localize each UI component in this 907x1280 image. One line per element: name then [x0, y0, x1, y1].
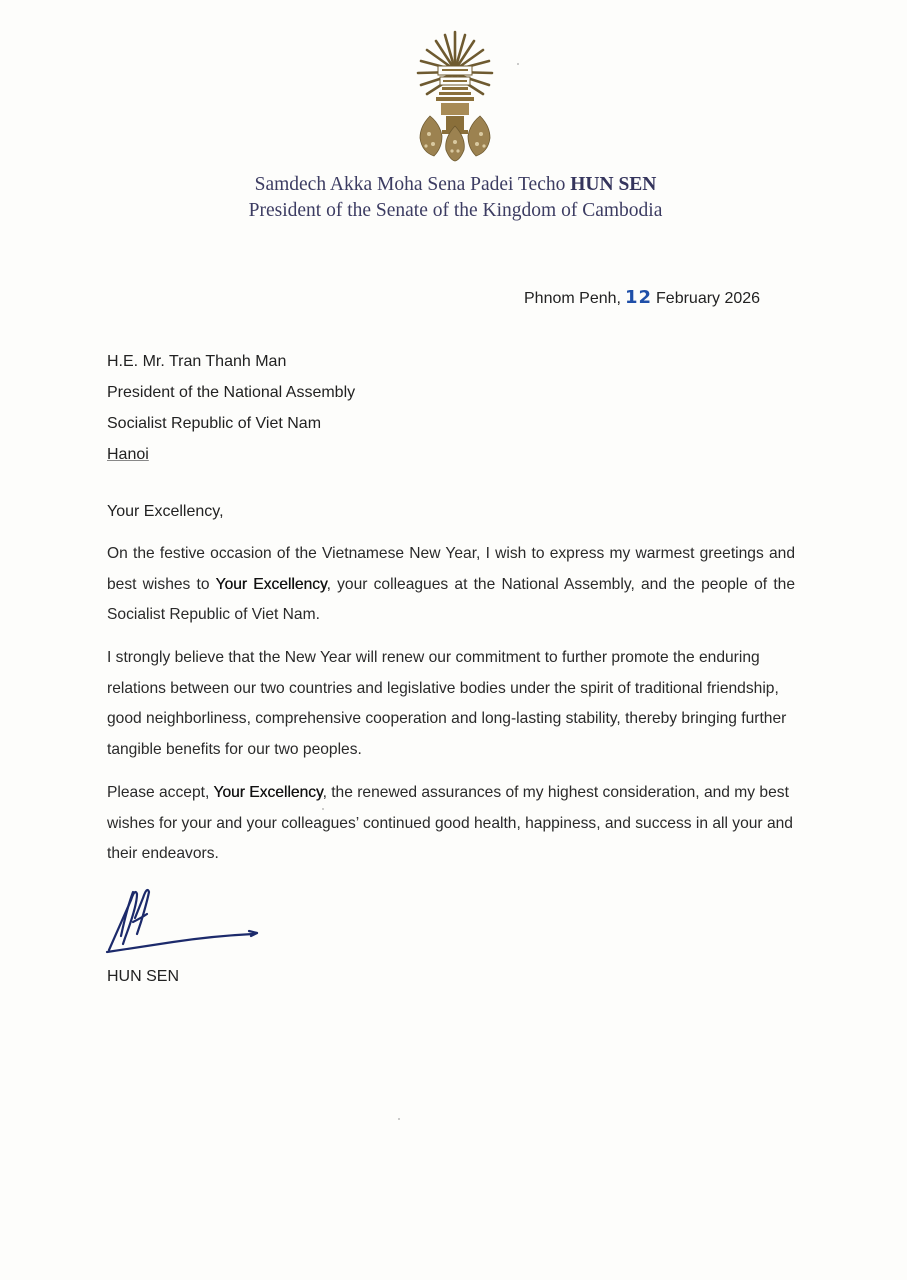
date-line	[524, 287, 760, 308]
scan-speck	[517, 63, 519, 65]
letterhead-name: HUN SEN	[570, 174, 657, 195]
paragraph-1-text-a: On the festive occasion of the Vietnamese New Year, I wish to express my warmest greetings and best wishes to	[107, 545, 795, 593]
recipient-name: H.E. Mr. Tran Thanh Man	[107, 353, 287, 370]
scan-speck	[398, 1118, 400, 1120]
paragraph-1-text-b: , your colleagues at the National Assembly, and the people of the Socialist Republic of Viet Nam.	[107, 575, 796, 623]
handwritten-signature-icon	[103, 878, 263, 958]
recipient-country: Socialist Republic of Viet Nam	[107, 415, 322, 432]
paragraph-2: I strongly believe that the New Year will renew our commitment to further promote the enduring relations between our two countries and legislative bodies under the spirit of traditional friendship, good neighborliness, comprehensive cooperation and long-lasting stability, thereby bringing further tangible benefits for our two peoples.	[107, 649, 787, 758]
date-month-year: February 2026	[656, 290, 761, 307]
recipient-title: President of the National Assembly	[107, 384, 356, 401]
letterhead-title: President of the Senate of the Kingdom of Cambodia	[248, 200, 663, 221]
salutation: Your Excellency,	[107, 503, 224, 520]
date-place: Phnom Penh,	[524, 290, 621, 307]
letterhead-honorific: Samdech Akka Moha Sena Padei Techo	[254, 174, 566, 195]
recipient-city: Hanoi	[107, 446, 149, 463]
paragraph-1-emphasis: Your Excellency	[215, 575, 327, 593]
paragraph-3-text-a: Please accept,	[107, 784, 214, 801]
letterhead	[0, 172, 907, 224]
paragraph-3-text-b: , the renewed assurances of my highest consideration, and my best wishes for your and your colleagues’ continued good health, happiness, and success in all your and their endeavors.	[107, 784, 793, 862]
scan-speck	[322, 808, 324, 810]
recipient-address	[107, 346, 355, 470]
letterhead-line-1	[0, 172, 907, 198]
paragraph-1	[107, 539, 795, 631]
date-day-handwritten: 12	[624, 287, 653, 308]
cambodia-senate-emblem-icon	[412, 30, 498, 162]
signer-name: HUN SEN	[107, 968, 180, 985]
paragraph-3-emphasis: Your Excellency	[213, 784, 323, 801]
paragraph-3	[107, 778, 795, 870]
